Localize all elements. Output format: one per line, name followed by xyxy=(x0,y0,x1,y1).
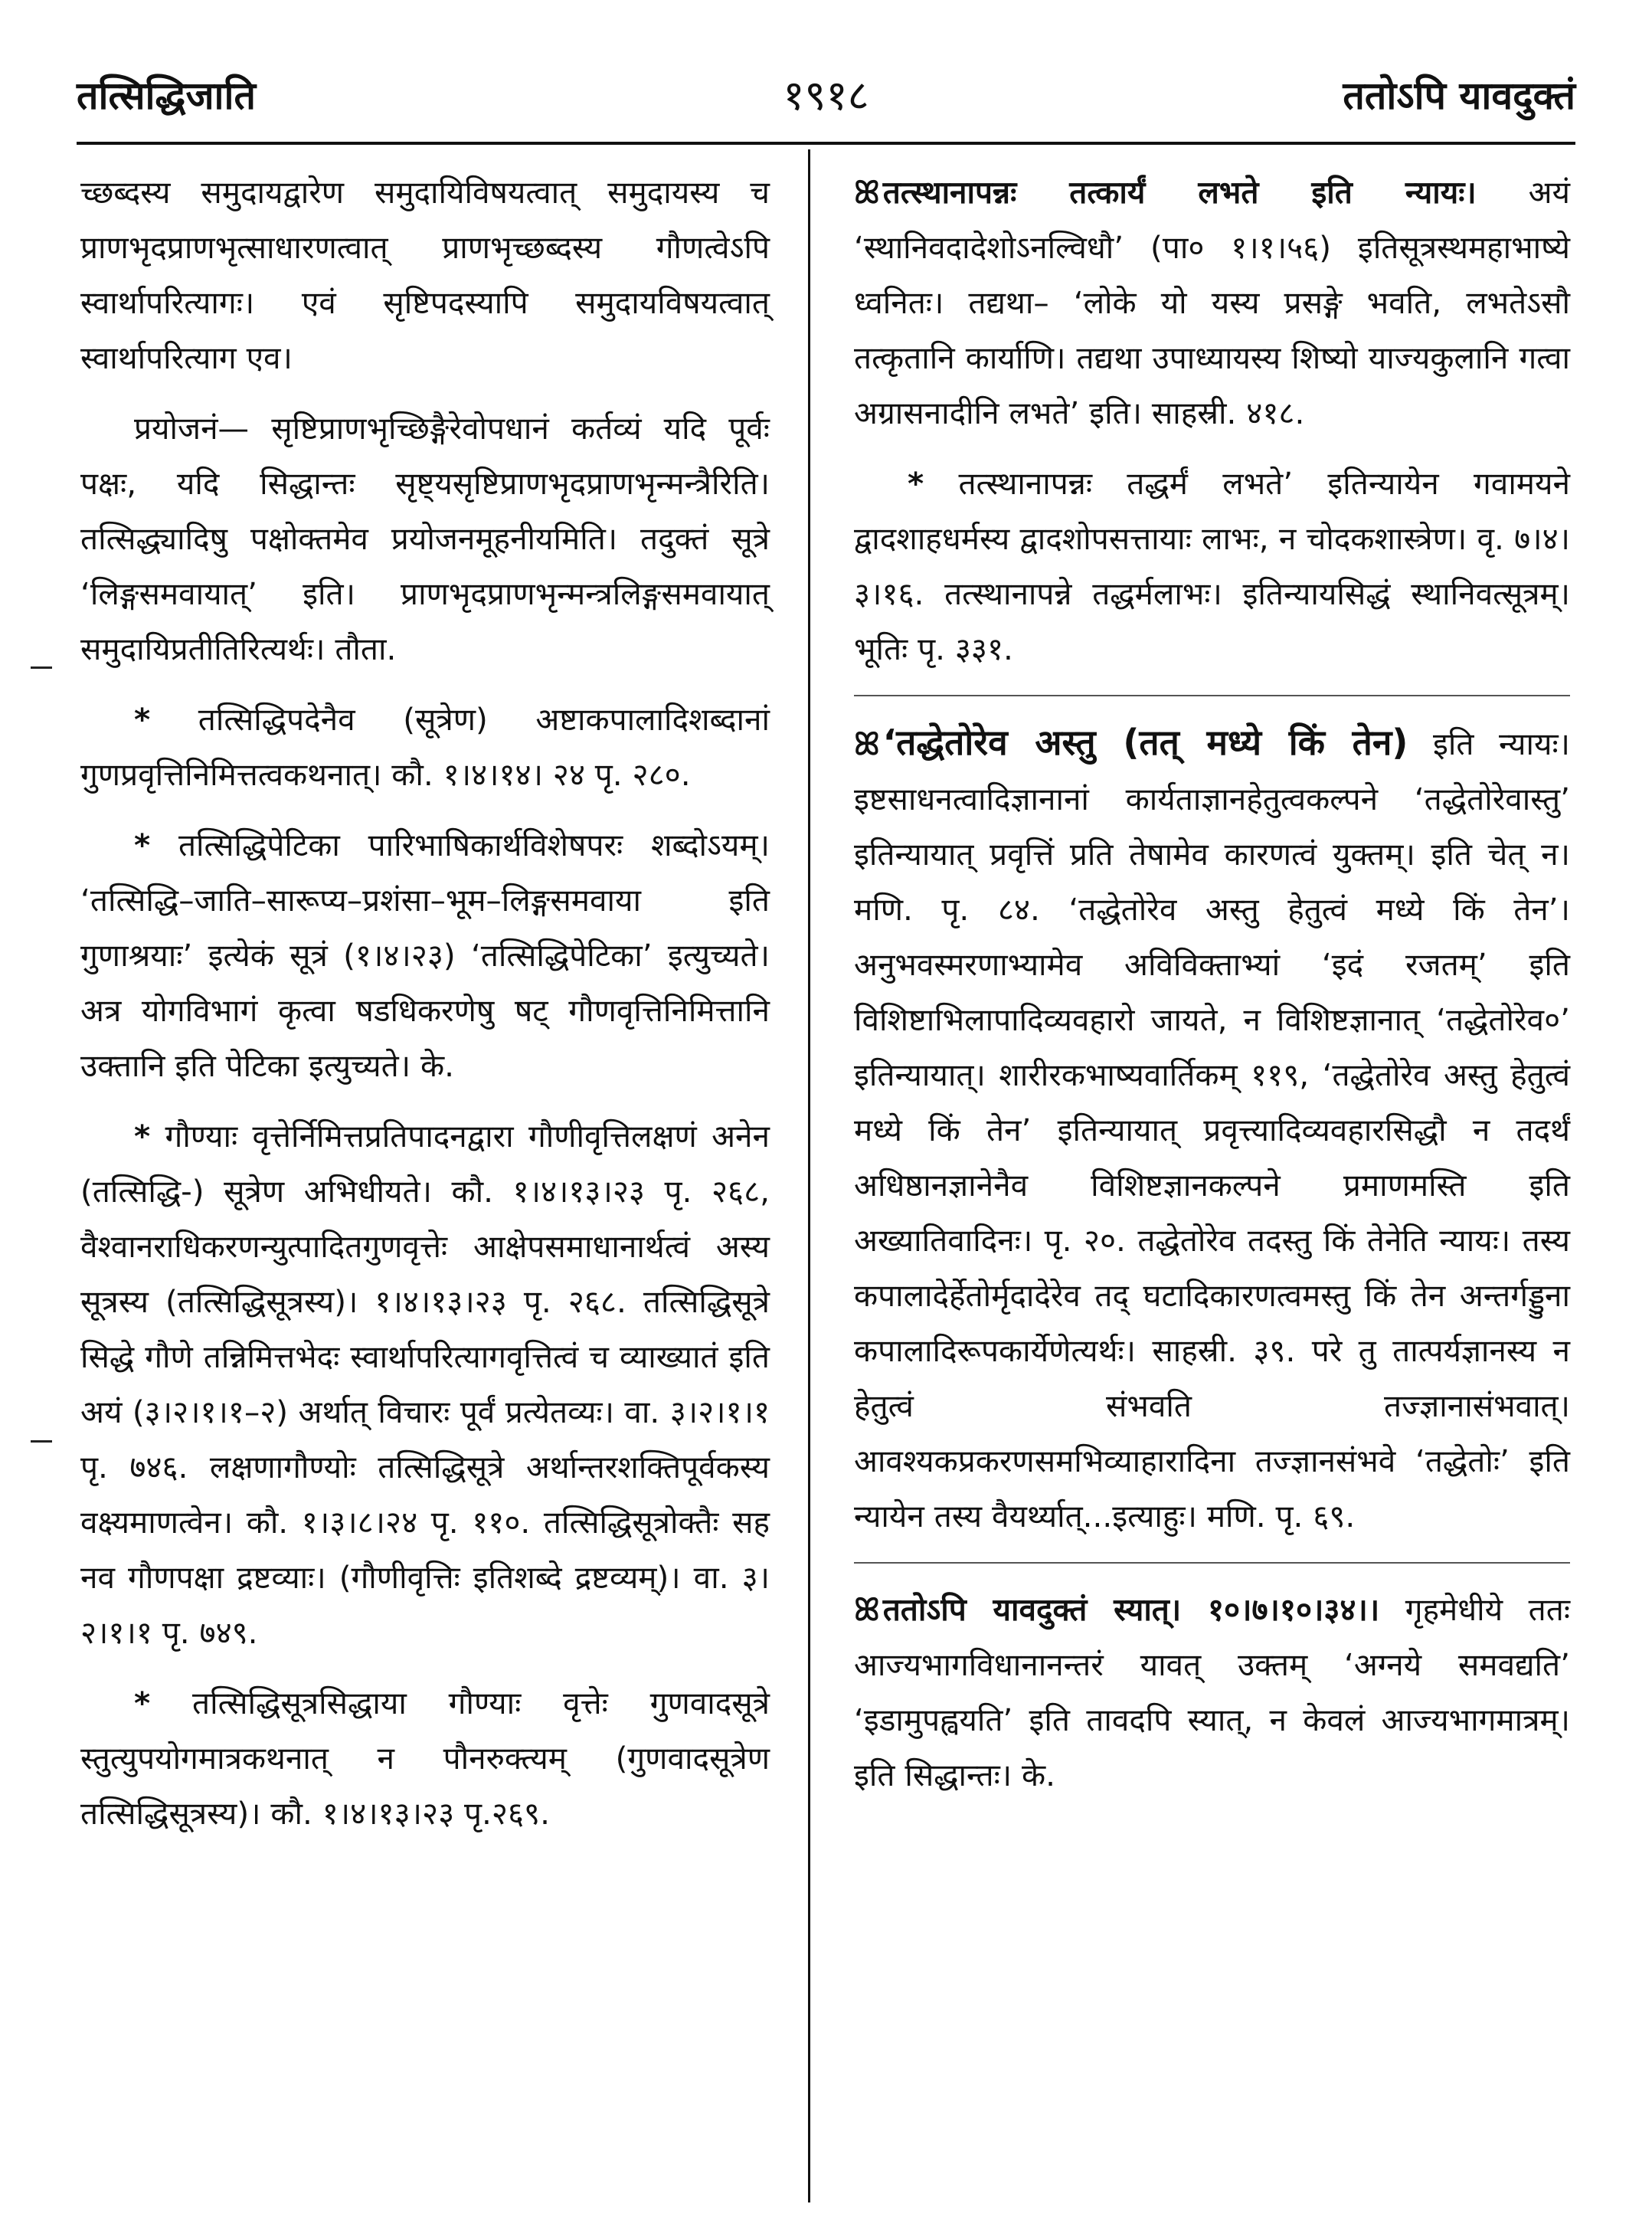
header-rule xyxy=(77,142,1575,145)
left-paragraph-1: च्छब्दस्य समुदायद्वारेण समुदायिविषयत्वात् समुदायस्य च प्राणभृदप्राणभृत्साधारणत्वात् प्राणभृच्छब्दस्य गौणत्वेऽपि स्वार्थापरित्यागः। एवं सृष्टिपदस्यापि समुदायविषयत्वात् स्वार्थापरित्याग एव। xyxy=(80,174,770,376)
margin-mark xyxy=(31,666,52,669)
asterisk-icon: * xyxy=(908,465,924,502)
right-entry-3-body: गृहमेधीये ततः आज्यभागविधानानन्तरं यावत् उक्तम् ‘अग्नये समवद्यति’ ‘इडामुपह्वयति’ इति तावदपि स्यात्, न केवलं आज्यभागमात्रम्। इति सिद्धान्तः। के. xyxy=(854,1591,1570,1793)
right-entry-2-head: ‘तद्धेतोरेव अस्तु (तत् मध्ये किं तेन) xyxy=(882,722,1408,763)
headword-mark-icon: ꕤ xyxy=(854,725,880,762)
left-entry-4-text: तत्सिद्धिपेटिका पारिभाषिकार्थविशेषपरः शब्दोऽयम्। ‘तत्सिद्धि–जाति–सारूप्य–प्रशंसा–भूम–लिङ्गसमवाया इति गुणाश्रयाः’ इत्येकं सूत्रं (१।४।२३) ‘तत्सिद्धिपेटिका’ इत्युच्यते। अत्र योगविभागं कृत्वा षडधिकरणेषु षट् गौणवृत्तिनिमित्तानि उक्तानि इति पेटिका इत्युच्यते। के. xyxy=(80,827,770,1084)
left-entry-6 xyxy=(80,1675,770,1841)
right-column xyxy=(854,165,1570,1818)
left-entry-3-text: तत्सिद्धिपदेनैव (सूत्रेण) अष्टाकपालादिशब्दानां गुणप्रवृत्तिनिमित्तत्वकथनात्। कौ. १।४।१४। २४ पृ. २८०. xyxy=(80,701,770,793)
left-column xyxy=(80,165,770,1856)
header-right-guide-word: ततोऽपि यावदुक्तं xyxy=(1343,74,1575,118)
left-entry-5-text: गौण्याः वृत्तेर्निमित्तप्रतिपादनद्वारा गौणीवृत्तिलक्षणं अनेन (तत्सिद्धि-) सूत्रेण अभिधीयते। कौ. १।४।१३।२३ पृ. २६८, वैश्वानराधिकरणन्युत्पादितगुणवृत्तेः आक्षेपसमाधानार्थत्वं अस्य सूत्रस्य (तत्सिद्धिसूत्रस्य)। १।४।१३।२३ पृ. २६८. तत्सिद्धिसूत्रे सिद्धे गौणे तन्निमित्तभेदः स्वार्थापरित्यागवृत्तित्वं च व्याख्यातं इति अयं (३।२।१।१–२) अर्थात् विचारः पूर्वं प्रत्येतव्यः। वा. ३।२।१।१ पृ. ७४६. लक्षणागौण्योः तत्सिद्धिसूत्रे अर्थान्तरशक्तिपूर्वकस्य वक्ष्यमाणत्वेन। कौ. १।३।८।२४ पृ. ११०. तत्सिद्धिसूत्रोक्तैः सह नव गौणपक्षा द्रष्टव्याः। (गौणीवृत्तिः इतिशब्दे द्रष्टव्यम्)। वा. ३।२।१।१ पृ. ७४९. xyxy=(80,1118,770,1651)
right-entry-2 xyxy=(854,715,1570,1544)
right-entry-1-sub-text: तत्स्थानापन्नः तद्धर्मं लभते’ इतिन्यायेन गवामयने द्वादशाहधर्मस्य द्वादशोपसत्तायाः लाभः, न चोदकशास्त्रेण। वृ. ७।४।३।१६. तत्स्थानापन्ने तद्धर्मलाभः। इतिन्यायसिद्धं स्थानिवत्सूत्रम्। भूतिः पृ. ३३१. xyxy=(854,465,1570,667)
left-paragraph-2: प्रयोजनं— सृष्टिप्राणभृच्छिङ्गैरेवोपधानं कर्तव्यं यदि पूर्वः पक्षः, यदि सिद्धान्तः सृष्ट्यसृष्टिप्राणभृदप्राणभृन्मन्त्रैरिति। तत्सिद्ध्यादिषु पक्षोक्तमेव प्रयोजनमूहनीयमिति। तदुक्तं सूत्रे ‘लिङ्गसमवायात्’ इति। प्राणभृदप्राणभृन्मन्त्रलिङ्गसमवायात् समुदायिप्रतीतिरित्यर्थः। तौता. xyxy=(80,410,770,667)
right-entry-3-head: ततोऽपि यावदुक्तं स्यात्। १०।७।१०।३४।। xyxy=(882,1591,1380,1628)
margin-mark xyxy=(31,1440,52,1443)
entry-separator xyxy=(854,695,1570,696)
headword-mark-icon: ꕤ xyxy=(854,174,880,211)
right-entry-1-body: अयं ‘स्थानिवदादेशोऽनल्विधौ’ (पा० १।१।५६) इतिसूत्रस्थमहाभाष्ये ध्वनितः। तद्यथा– ‘लोके यो यस्य प्रसङ्गे भवति, लभतेऽसौ तत्कृतानि कार्याणि। तद्यथा उपाध्यायस्य शिष्यो याज्यकुलानि गत्वा अग्रासनादीनि लभते’ इति। साहस्री. ४१८. xyxy=(854,174,1570,431)
asterisk-icon: * xyxy=(134,701,151,738)
page-header xyxy=(77,65,1575,126)
entry-separator xyxy=(854,1562,1570,1564)
left-entry-6-text: तत्सिद्धिसूत्रसिद्धाया गौण्याः वृत्तेः गुणवादसूत्रे स्तुत्युपयोगमात्रकथनात् न पौनरुक्त्यम् (गुणवादसूत्रेण तत्सिद्धिसूत्रस्य)। कौ. १।४।१३।२३ पृ.२६९. xyxy=(80,1685,770,1832)
left-entry-5 xyxy=(80,1109,770,1660)
page-number: १९१८ xyxy=(783,71,869,120)
header-left-guide-word: तत्सिद्धिजाति xyxy=(77,74,256,118)
right-entry-1-sub xyxy=(854,456,1570,676)
right-entry-2-body: इति न्यायः। इष्टसाधनत्वादिज्ञानानां कार्यताज्ञानहेतुत्वकल्पने ‘तद्धेतोरेवास्तु’ इतिन्यायात् प्रवृत्तिं प्रति तेषामेव कारणत्वं युक्तम्। इति चेत् न। मणि. पृ. ८४. ‘तद्धेतोरेव अस्तु हेतुत्वं मध्ये किं तेन’। अनुभवस्मरणाभ्यामेव अविविक्ताभ्यां ‘इदं रजतम्’ इति विशिष्टाभिलापादिव्यवहारो जायते, न विशिष्टज्ञानात् ‘तद्धेतोरेव०’ इतिन्यायात्। शारीरकभाष्यवार्तिकम् ११९, ‘तद्धेतोरेव अस्तु हेतुत्वं मध्ये किं तेन’ इतिन्यायात् प्रवृत्त्यादिव्यवहारसिद्धौ न तदर्थं अधिष्ठानज्ञानेनैव विशिष्टज्ञानकल्पने प्रमाणमस्ति इति अख्यातिवादिनः। पृ. २०. तद्धेतोरेव तदस्तु किं तेनेति न्यायः। तस्य कपालादेर्हेतोर्मृदादेरेव तद् घटादिकारणत्वमस्तु किं तेन अन्तर्गड्डुना कपालादिरूपकार्येणेत्यर्थः। साहस्री. ३९. परे तु तात्पर्यज्ञानस्य न हेतुत्वं संभवति तज्ज्ञानासंभवात्। आवश्यकप्रकरणसमभिव्याहारादिना तज्ज्ञानसंभवे ‘तद्धेतोः’ इति न्यायेन तस्य वैयर्थ्यात्...इत्याहुः। मणि. पृ. ६९. xyxy=(854,725,1571,1534)
right-entry-1-head: तत्स्थानापन्नः तत्कार्यं लभते इति न्यायः। xyxy=(882,174,1477,211)
column-divider xyxy=(808,149,810,2202)
asterisk-icon: * xyxy=(134,1685,151,1721)
right-entry-1 xyxy=(854,165,1570,440)
left-entry-4 xyxy=(80,817,770,1093)
asterisk-icon: * xyxy=(134,827,151,863)
right-entry-3 xyxy=(854,1582,1570,1803)
headword-mark-icon: ꕤ xyxy=(854,1591,880,1628)
asterisk-icon: * xyxy=(134,1118,151,1154)
left-entry-3 xyxy=(80,692,770,802)
